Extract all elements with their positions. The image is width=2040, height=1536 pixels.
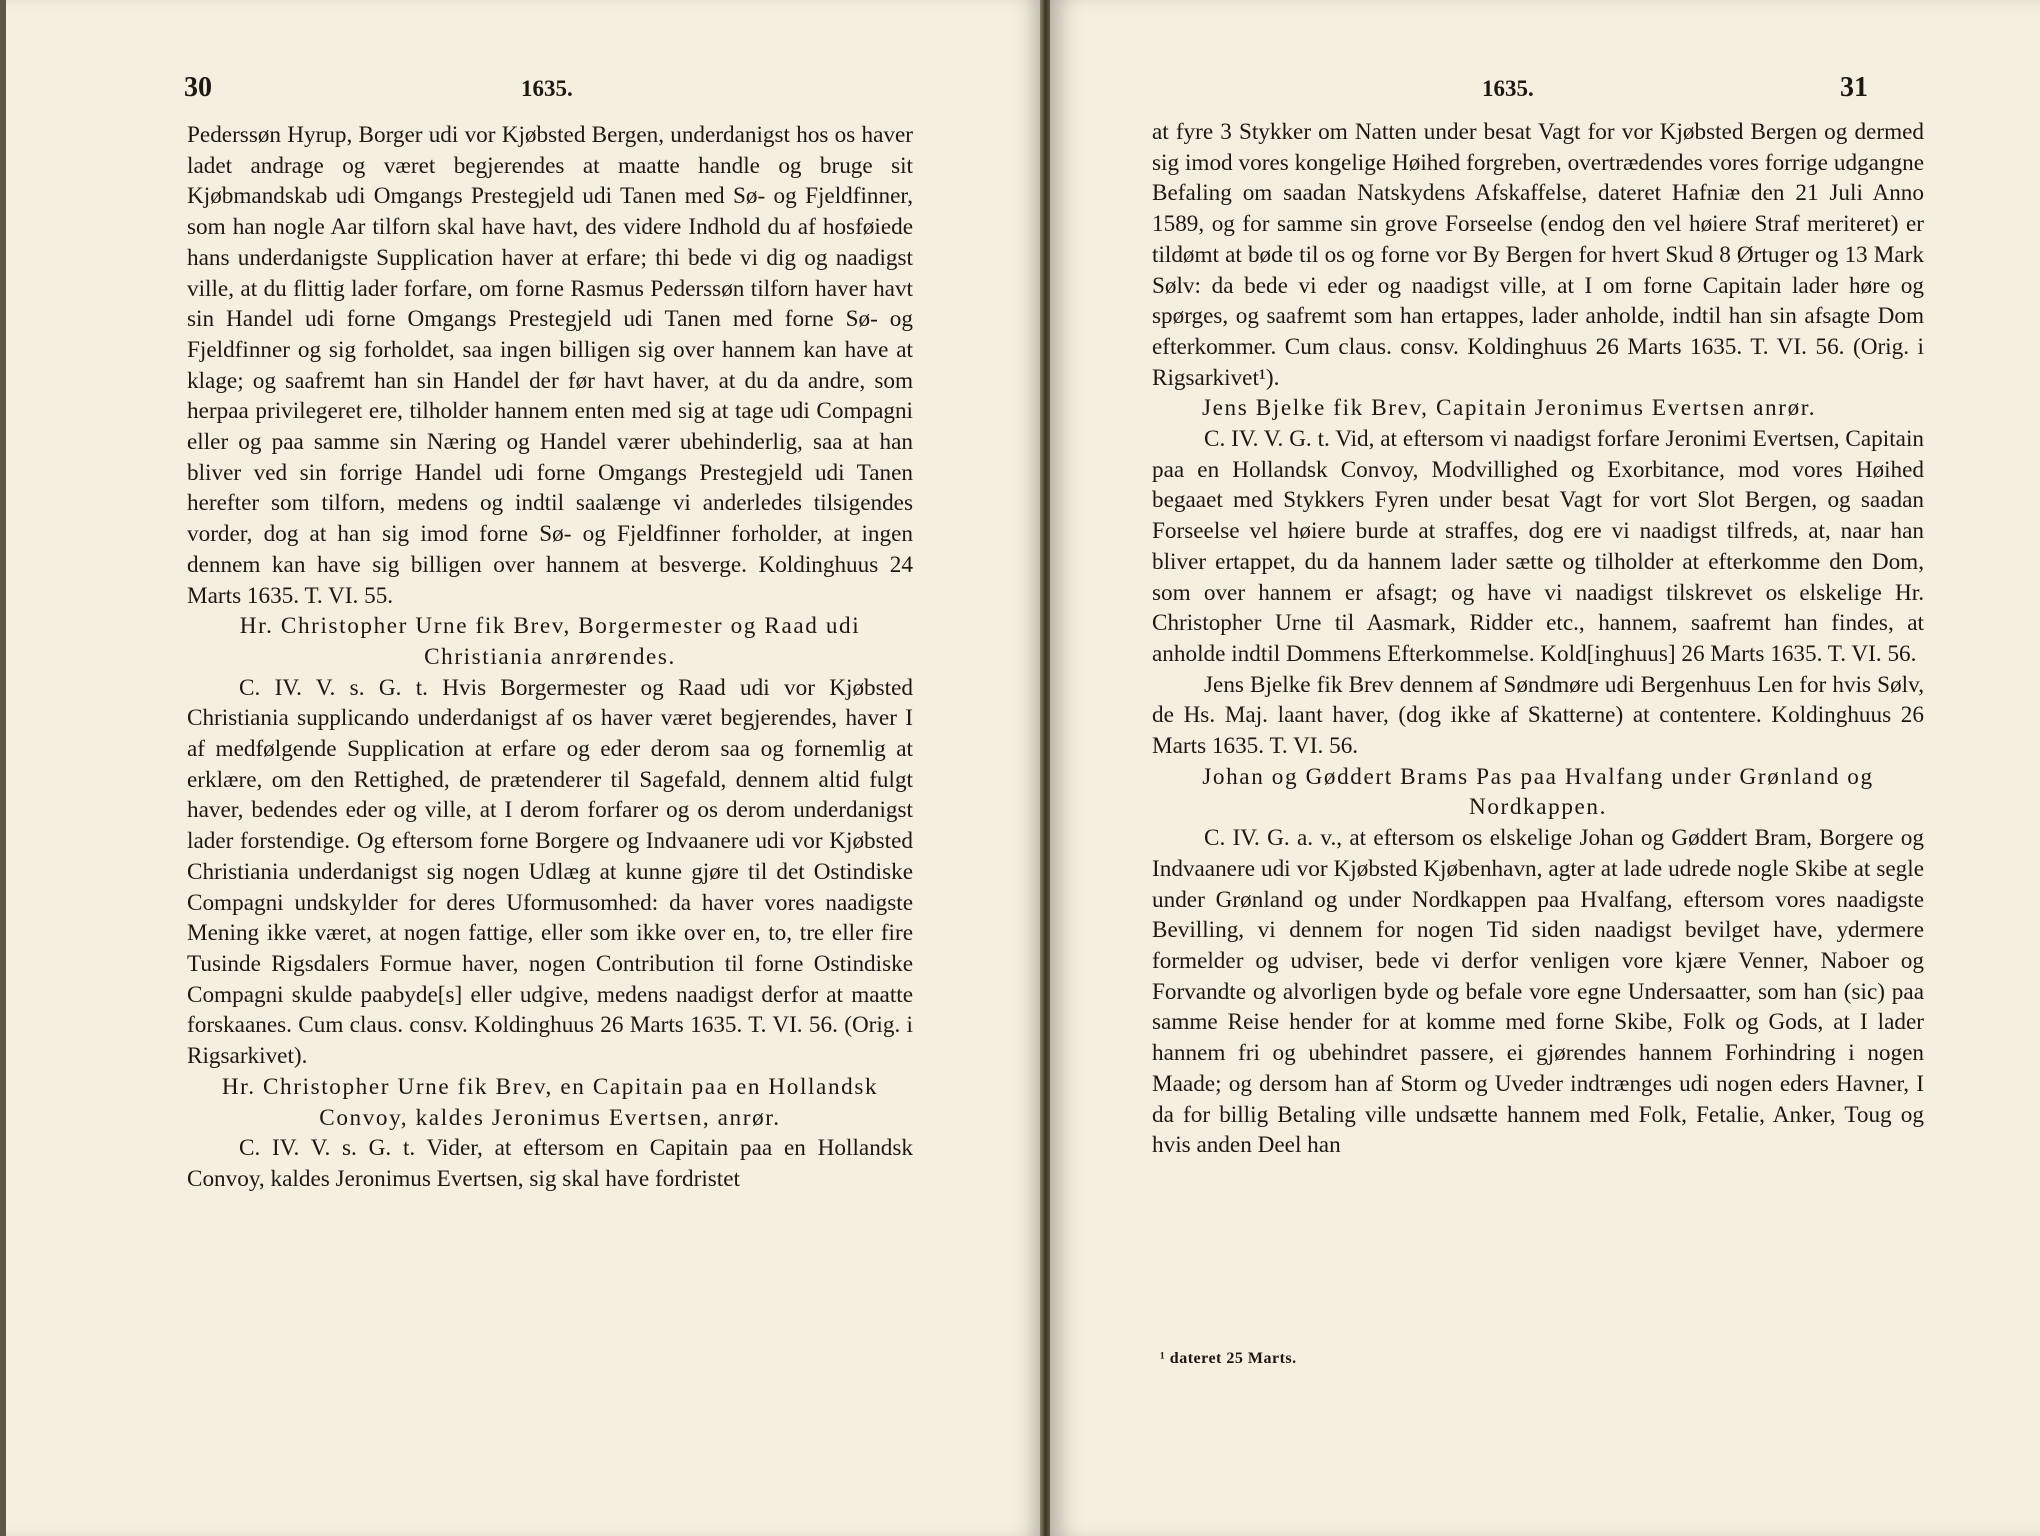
entry-heading: Jens Bjelke fik Brev, Capitain Jeronimus Evertsen anrør. <box>1202 395 1817 422</box>
left-page <box>6 0 1042 1536</box>
paragraph: C. IV. V. s. G. t. Hvis Borgermester og Raad udi vor Kjøbsted Christiania supplicando underdanigst af os haver været begjerendes, haver I af medfølgende Supplication at erfare og eder derom saa og fornemlig at erklære, om den Rettighed, de prætenderer til Sagefald, dennem altid fulgt haver, bedendes eder og ville, at I derom forfarer og os derom underdanigst lader forstendige. Og eftersom forne Borgere og Indvaanere udi vor Kjøbsted Christiania underdanigst sig nogen Udlæg at kunne gjøre til det Ostindiske Compagni undskylder for deres Uformusomhed: da haver vores naadigste Mening ikke været, at nogen fattige, eller som ikke over en, to, tre eller fire Tusinde Rigsdalers Formue haver, nogen Contribution til forne Ostindiske Compagni skulde paabyde[s] eller udgive, medens naadigst derfor at maatte forskaanes. Cum claus. consv. Koldinghuus 26 Marts 1635. T. VI. 56. (Orig. i Rigsarkivet). <box>187 674 913 1070</box>
right-page <box>1050 0 2040 1536</box>
entry-heading: Johan og Gøddert Brams Pas paa Hvalfang under Grønland og Nordkappen. <box>1202 763 1874 821</box>
running-head: 1635. <box>1482 76 1534 101</box>
paragraph: C. IV. V. G. t. Vid, at eftersom vi naadigst forfare Jeronimi Evertsen, Capitain paa en Hollandsk Convoy, Modvillighed og Exorbitance, mod vores Høihed begaaet med Stykkers Fyren under besat Vagt for vort Slot Bergen, og saadan Forseelse vel høiere burde at straffes, dog ere vi naadigst tilfreds, at, naar han bliver ertappet, du da hannem lader sætte og tilholder at efterkomme den Dom, som over hannem er afsagt; og have vi naadigst tilskrevet os elskelige Hr. Christopher Urne til Aasmark, Ridder etc., hannem, saafremt han findes, at anholde indtil Dommens Efterkommelse. Kold[inghuus] 26 Marts 1635. T. VI. 56. <box>1152 426 1924 667</box>
paragraph: Jens Bjelke fik Brev dennem af Søndmøre udi Bergenhuus Len for hvis Sølv, de Hs. Maj. laant haver, (dog ikke af Skatterne) at contentere. Koldinghuus 26 Marts 1635. T. VI. 56. <box>1152 671 1924 760</box>
page-number: 31 <box>1840 72 1868 103</box>
right-page-text <box>1152 117 1924 1161</box>
paragraph: C. IV. G. a. v., at eftersom os elskelige Johan og Gøddert Bram, Borgere og Indvaanere udi vor Kjøbsted Kjøbenhavn, agter at lade udrede nogle Skibe at segle under Grønland og under Nordkappen paa Hvalfang, eftersom vores naadigste Bevilling, vi dennem for nogen Tid siden naadigst bevilget have, ydermere formelder og udviser, bede vi derfor venligen vore kjære Venner, Naboer og Forvandte og alvorligen byde og befale vore egne Undersaatter, som han (sic) paa samme Reise hender for at komme med forne Skibe, Folk og Gods, at I lader hannem fri og ubehindret passere, ei gjørendes hannem Forhindring i nogen Maade; og dersom han af Storm og Uveder indtrænges udi nogen eders Havner, I da for billig Betaling ville undsætte hannem med Folk, Fetalie, Anker, Toug og hvis anden Deel han <box>1152 825 1924 1159</box>
left-page-header <box>6 72 1042 112</box>
entry-heading: Hr. Christopher Urne fik Brev, en Capitain paa en Hollandsk Convoy, kaldes Jeronimus Evertsen, anrør. <box>221 1073 879 1131</box>
running-head: 1635. <box>521 76 573 101</box>
page-number: 30 <box>184 72 212 103</box>
footnote: ¹ dateret 25 Marts. <box>1160 1350 1297 1367</box>
left-page-text <box>187 120 913 1195</box>
right-page-header <box>1050 72 2040 112</box>
paragraph: Pederssøn Hyrup, Borger udi vor Kjøbsted Bergen, underdanigst hos os haver ladet andrage og været begjerendes at maatte handle og bruge sit Kjøbmandskab udi Omgangs Prestegjeld udi Tanen med Sø- og Fjeldfinner, som han nogle Aar tilforn skal have havt, des videre Indhold du af hosføiede hans underdanigste Supplication haver at erfare; thi bede vi dig og naadigst ville, at du flittig lader forfare, om forne Rasmus Pederssøn tilforn haver havt sin Handel udi forne Omgangs Prestegjeld udi Tanen med forne Sø- og Fjeldfinner og sig forholdet, saa ingen billigen sig over hannem kan have at klage; og saafremt han sin Handel der før havt haver, at du da andre, som herpaa privilegeret ere, tilholder hannem enten med sig at tage udi Compagni eller og paa samme sin Næring og Handel værer ubehinderlig, saa at han bliver ved sin forrige Handel udi forne Omgangs Prestegjeld udi Tanen herefter som tilforn, medens og indtil saalænge vi anderledes tilsigendes vorder, dog at han sig imod forne Sø- og Fjeldfinner forholder, at ingen dennem kan have sig billigen over hannem at besverge. Koldinghuus 24 Marts 1635. T. VI. 55. <box>187 122 913 609</box>
paragraph: at fyre 3 Stykker om Natten under besat Vagt for vor Kjøbsted Bergen og dermed sig imod vores kongelige Høihed forgreben, overtrædendes vores forrige udgangne Befaling om saadan Natskydens Afskaffelse, dateret Hafniæ den 21 Juli Anno 1589, og for samme sin grove Forseelse (endog den vel høiere Straf meriteret) er tildømt at bøde til os og forne vor By Bergen for hvert Skud 8 Ørtuger og 13 Mark Sølv: da bede vi eder og naadigst ville, at I om forne Capitain lader høre og spørges, og saafremt som han ertappes, lader anholde, indtil han sin afsagte Dom efterkommer. Cum claus. consv. Koldinghuus 26 Marts 1635. T. VI. 56. (Orig. i Rigsarkivet¹). <box>1152 119 1924 391</box>
entry-heading: Hr. Christopher Urne fik Brev, Borgermester og Raad udi Christiania anrørendes. <box>239 613 861 670</box>
paragraph: C. IV. V. s. G. t. Vider, at eftersom en Capitain paa en Hollandsk Convoy, kaldes Jeronimus Evertsen, sig skal have fordristet <box>187 1135 913 1192</box>
